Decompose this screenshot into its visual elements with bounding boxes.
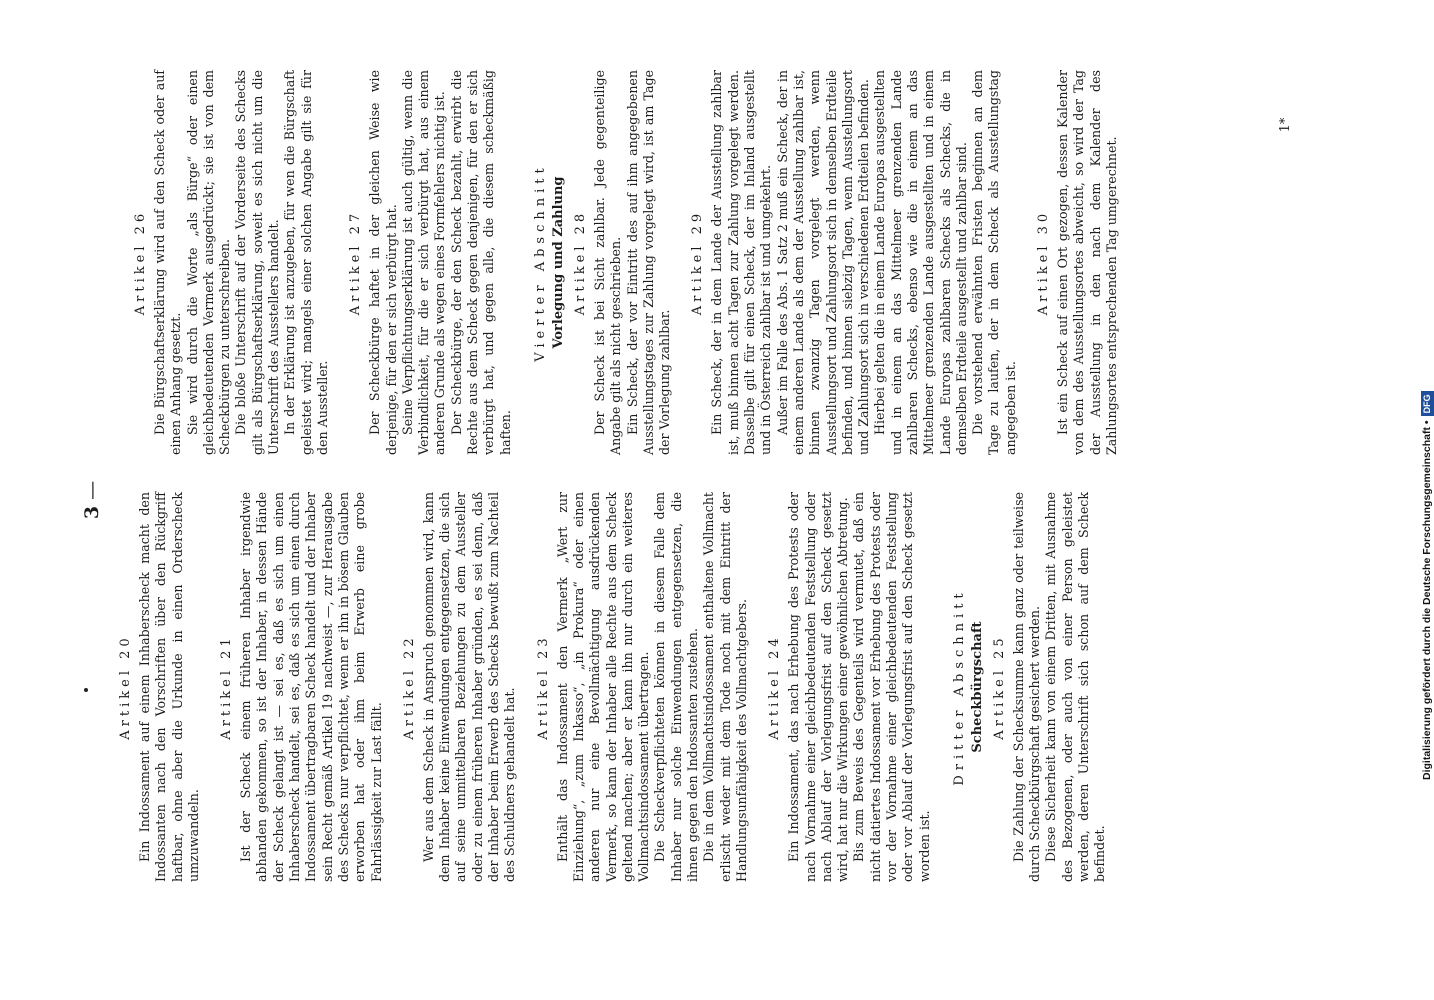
print-dot [84, 688, 88, 692]
article-30 [1035, 70, 1120, 455]
paragraph: Der Scheck ist bei Sicht zahlbar. Jede gegenteilige Angabe gilt als nicht geschrieben. [591, 70, 624, 455]
digitization-text: Digitalisierung gefördert durch die Deutsche Forschungsgemeinschaft • [1421, 420, 1433, 780]
article-27 [347, 70, 514, 455]
paragraph: Die Bürgschaftserklärung wird auf den Scheck oder auf einen Anhang gesetzt. [152, 70, 184, 455]
article-title: Artikel 24 [767, 634, 783, 740]
article-26 [132, 70, 331, 455]
paragraph: Bis zum Beweis des Gegenteils wird vermutet, daß ein nicht datiertes Indossament vor Erhebung des Protests oder vor der Vornahme einer gleichbedeutenden Feststellung oder vor Ablauf der Vorlegungsfrist auf den Scheck gesetzt worden ist. [851, 492, 932, 882]
paragraph: Ist ein Scheck auf einen Ort gezogen, dessen Kalender von dem des Ausstellungsortes abweicht, so wird der Tag der Ausstellung in den nach dem Kalender des Zahlungsortes entsprechenden Tag umgerechnet. [1055, 70, 1119, 455]
paragraph: Ein Indossament, das nach Erhebung des Protests oder nach Vornahme einer gleichbedeutenden Feststellung oder nach Ablauf der Vorlegungsfrist auf den Scheck gesetzt wird, hat nur die Wirkungen einer gewöhnlichen Abtretung. [786, 492, 851, 882]
article-title: Artikel 29 [690, 209, 706, 316]
page-number-dash: — [81, 480, 103, 500]
article-title: Artikel 28 [572, 209, 588, 316]
article-25 [991, 492, 1109, 882]
section-4 [532, 70, 568, 455]
paragraph: Hierbei gelten die in einem Lande Europas ausgestellten und in einem an das Mittelmeer grenzenden Lande zahlbaren Schecks, ebenso wie die in einem an das Mittelmeer grenzenden Lande ausgestellten und in einem Lande Europas zahlbaren Schecks als Schecks, die in demselben Erdteile ausgestellt und zahlbar sind. [872, 70, 969, 455]
section-3 [951, 492, 987, 882]
article-title: Artikel 20 [118, 634, 133, 740]
article-23 [535, 492, 751, 882]
paragraph: Die vorstehend erwähnten Fristen beginnen an dem Tage zu laufen, der in dem Scheck als Ausstellungstag angegeben ist. [970, 70, 1018, 455]
dfg-logo: DFG [1421, 391, 1434, 416]
article-title: Artikel 27 [348, 209, 364, 316]
paragraph: Der Scheckbürge haftet in der gleichen Weise wie derjenige, für den er sich verbürgt hat. [367, 70, 399, 455]
article-21 [218, 492, 385, 882]
paragraph: Die in dem Vollmachtsindossament enthaltene Vollmacht erlischt weder mit dem Tode noch mit dem Eintritt der Handlungsunfähigkeit des Vollmachtgebers. [701, 492, 749, 882]
section-title: Vorlegung und Zahlung [550, 176, 566, 349]
paragraph: Sie wird durch die Worte „als Bürge“ oder einen gleichbedeutenden Vermerk ausgedrückt; sie ist von dem Scheckbürgen zu unterschreiben. [184, 70, 233, 455]
paragraph: Die Scheckverpflichteten können in diesem Falle dem Inhaber nur solche Einwendungen entgegensetzen, die ihnen gegen den Indossanten zustehen. [652, 492, 701, 882]
paragraph: Seine Verpflichtungserklärung ist auch gültig, wenn die Verbindlichkeit, für die er sich verbürgt hat, aus einem anderen Grunde als wegen eines Formfehlers nichtig ist. [399, 70, 448, 455]
article-title: Artikel 21 [219, 634, 235, 740]
paragraph: Diese Sicherheit kann von einem Dritten, mit Ausnahme des Bezogenen, oder auch von einer Person geleistet werden, deren Unterschrift sich schon auf dem Scheck befindet. [1043, 492, 1108, 882]
right-column [132, 70, 1120, 455]
signature-mark: 1* [1278, 117, 1293, 133]
section-title: Scheckbürgschaft [969, 621, 985, 753]
paragraph: In der Erklärung ist anzugeben, für wen die Bürgschaft geleistet wird; mangels einer solchen Angabe gilt sie für den Aussteller. [282, 70, 330, 455]
article-22 [401, 492, 519, 882]
left-column [117, 492, 1109, 882]
page-number: 3— [81, 480, 103, 520]
paragraph: Ein Scheck, der in dem Lande der Ausstellung zahlbar ist, muß binnen acht Tagen zur Zahlung vorgelegt werden. Dasselbe gilt für einen Scheck, der im Inland ausgestellt und in Österreich zahlbar ist und umgekehrt. [709, 70, 774, 455]
paragraph: Der Scheckbürge, der den Scheck bezahlt, erwirbt die Rechte aus dem Scheck gegen denjenigen, für den er sich verbürgt hat, und gegen alle, die diesem scheckmäßig haften. [448, 70, 513, 455]
paragraph: Die Zahlung der Schecksumme kann ganz oder teilweise durch Scheckbürgschaft gesichert werden. [1010, 492, 1043, 882]
article-title: Artikel 23 [535, 634, 551, 740]
article-title: Artikel 30 [1036, 209, 1052, 316]
article-title: Artikel 22 [401, 634, 417, 740]
paragraph: Die bloße Unterschrift auf der Vorderseite des Schecks gilt als Bürgschaftserklärung, soweit es sich nicht um die Unterschrift des Ausstellers handelt. [233, 70, 282, 455]
article-24 [766, 492, 933, 882]
article-28 [572, 70, 673, 455]
paragraph: Wer aus dem Scheck in Anspruch genommen wird, kann dem Inhaber keine Einwendungen entgegensetzen, die sich auf seine unmittelbaren Beziehungen zu dem Aussteller oder zu einem früheren Inhaber gründen, es sei denn, daß der Inhaber beim Erwerb des Schecks bewußt zum Nachteil des Schuldners gehandelt hat. [420, 492, 518, 882]
article-29 [689, 70, 1019, 455]
paragraph: Ist der Scheck einem früheren Inhaber irgendwie abhanden gekommen, so ist der Inhaber, in dessen Hände der Scheck gelangt ist — sei es, daß es sich um einen Inhaberscheck handelt, sei es, daß es sich um einen durch Indossament übertragbaren Scheck handelt und der Inhaber sein Recht gemäß Artikel 19 nachweist —, zur Herausgabe des Schecks nur verpflichtet, wenn er ihn in bösem Glauben erworben hat oder ihm beim Erwerb eine grobe Fahrlässigkeit zur Last fällt. [238, 492, 384, 882]
paragraph: Enthält das Indossament den Vermerk „Wert zur Einziehung“, „zum Inkasso“, „in Prokura“ oder einen anderen nur eine Bevollmächtigung ausdrückenden Vermerk, so kann der Inhaber alle Rechte aus dem Scheck geltend machen; aber er kann ihn nur durch ein weiteres Vollmachtsindossament übertragen. [554, 492, 652, 882]
digitization-note [1420, 0, 1434, 780]
paragraph: Ein Scheck, der vor Eintritt des auf ihm angegebenen Ausstellungstages zur Zahlung vorgelegt wird, ist am Tage der Vorlegung zahlbar. [624, 70, 673, 455]
digitization-sidebar [1420, 0, 1434, 1000]
paragraph: Außer im Falle des Abs. 1 Satz 2 muß ein Scheck, der in einem anderen Lande als dem der Ausstellung zahlbar ist, binnen zwanzig Tagen vorgelegt werden, wenn Ausstellungsort und Zahlungsort sich in demselben Erdteile befinden, und binnen siebzig Tagen, wenn Ausstellungsort und Zahlungsort sich in verschiedenen Erdteilen befinden. [774, 70, 872, 455]
article-title: Artikel 25 [991, 634, 1007, 740]
article-title: Artikel 26 [133, 209, 148, 316]
paragraph: Ein Indossament auf einem Inhaberscheck macht den Indossanten nach den Vorschriften über den Rückgriff haftbar, ohne aber die Urkunde in einen Orderscheck umzuwandeln. [137, 492, 201, 882]
article-20 [117, 492, 202, 882]
section-heading: Dritter Abschnitt [951, 588, 967, 786]
section-heading: Vierter Abschnitt [532, 163, 548, 362]
